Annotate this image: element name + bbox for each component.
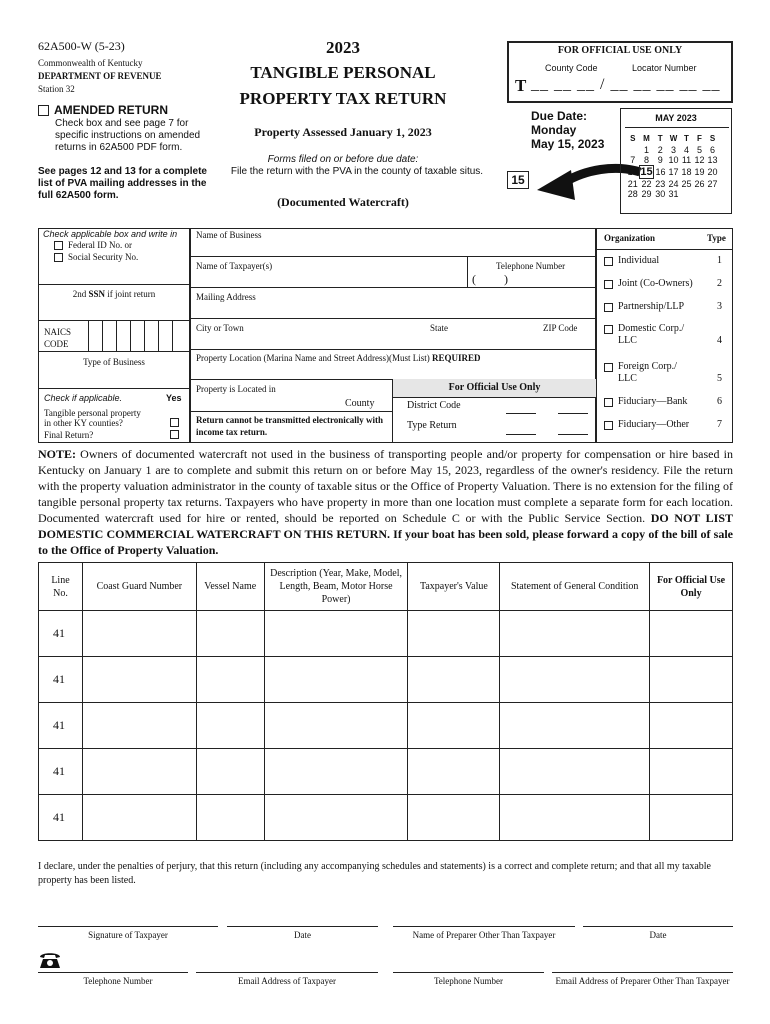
calendar-day <box>693 189 706 199</box>
watercraft-table <box>38 562 733 841</box>
table-header: Taxpayer's Value <box>408 563 500 611</box>
calendar-day: 12 <box>694 155 705 166</box>
calendar-day: 26 <box>694 178 705 189</box>
calendar-day: 8 <box>643 155 649 165</box>
due-badge: 15 <box>507 171 529 189</box>
due-date-value: May 15, 2023 <box>531 137 605 151</box>
second-ssn-bold: SSN <box>88 289 105 299</box>
ssn-checkbox[interactable] <box>54 253 63 262</box>
type-return-label: Type Return <box>407 420 457 431</box>
file-with: File the return with the PVA in the county of taxable situs. <box>230 166 484 177</box>
table-cell[interactable] <box>264 749 408 795</box>
calendar-day: 9 <box>657 155 663 166</box>
calendar-day-header: S <box>630 133 636 143</box>
table-cell[interactable] <box>82 795 196 841</box>
calendar-day <box>626 145 640 155</box>
form-id: 62A500-W (5-23) <box>38 39 125 53</box>
table-cell[interactable] <box>650 703 733 749</box>
yes-label: Yes <box>166 393 182 403</box>
property-location-label: Property Location (Marina Name and Street Address)(Must List) <box>196 353 430 363</box>
table-header: Vessel Name <box>196 563 264 611</box>
calendar-day: 4 <box>683 145 689 155</box>
phone-open: ( <box>472 272 476 286</box>
telephone-taxpayer[interactable]: Telephone Number <box>83 976 153 986</box>
table-row <box>39 749 733 795</box>
state-field[interactable]: State <box>430 323 448 333</box>
calendar-day: 6 <box>709 145 715 155</box>
naics-2: CODE <box>44 339 69 349</box>
second-ssn-label <box>38 289 190 299</box>
table-header: Statement of General Condition <box>500 563 650 611</box>
table-cell[interactable] <box>82 611 196 657</box>
organization-option[interactable] <box>604 323 728 347</box>
table-cell[interactable] <box>500 657 650 703</box>
organization-option[interactable] <box>604 301 728 313</box>
organization-option[interactable] <box>604 419 728 431</box>
organization-label: Fiduciary—Other <box>618 419 690 430</box>
table-cell[interactable] <box>196 703 264 749</box>
final-return-checkbox[interactable] <box>170 430 179 439</box>
table-cell[interactable] <box>408 703 500 749</box>
property-location-field[interactable] <box>196 353 480 363</box>
line-number: 41 <box>39 749 83 795</box>
tangible-2: in other KY counties? <box>44 418 123 428</box>
table-cell[interactable] <box>196 795 264 841</box>
organization-type: 7 <box>717 419 722 430</box>
organization-label: Domestic Corp./ LLC <box>618 323 685 346</box>
amended-label: AMENDED RETURN <box>54 103 168 117</box>
line-number: 41 <box>39 611 83 657</box>
amended-checkbox[interactable] <box>38 105 49 116</box>
calendar <box>620 108 732 214</box>
organization-checkbox[interactable] <box>604 421 613 430</box>
naics-label <box>44 326 71 350</box>
district-code-label: District Code <box>407 400 461 411</box>
table-cell[interactable] <box>82 749 196 795</box>
note-paragraph <box>38 446 733 558</box>
table-cell[interactable] <box>196 749 264 795</box>
table-row <box>39 611 733 657</box>
organization-checkbox[interactable] <box>604 363 613 372</box>
calendar-day: 31 <box>668 189 679 199</box>
organization-checkbox[interactable] <box>604 303 613 312</box>
final-return-label: Final Return? <box>44 430 94 440</box>
table-cell[interactable] <box>408 749 500 795</box>
calendar-day: 2 <box>657 145 663 155</box>
second-ssn-pre: 2nd <box>72 289 89 299</box>
date-preparer[interactable]: Date <box>649 930 667 940</box>
organization-checkbox[interactable] <box>604 257 613 266</box>
calendar-day: 18 <box>681 167 692 177</box>
preparer-name[interactable]: Name of Preparer Other Than Taxpayer <box>412 930 556 940</box>
table-cell[interactable] <box>264 611 408 657</box>
email-preparer[interactable]: Email Address of Preparer Other Than Taxpayer <box>555 976 730 986</box>
forms-filed: Forms filed on or before due date: <box>267 154 419 165</box>
official-use-title: FOR OFFICIAL USE ONLY <box>557 45 683 56</box>
organization-label: Individual <box>618 255 660 266</box>
organization-type: 1 <box>717 255 722 266</box>
email-taxpayer[interactable]: Email Address of Taxpayer <box>238 976 336 986</box>
federal-id-checkbox[interactable] <box>54 241 63 250</box>
calendar-day: 21 <box>627 178 638 189</box>
table-cell[interactable] <box>500 703 650 749</box>
calendar-day: 24 <box>668 178 679 189</box>
calendar-day: 15 <box>640 166 653 178</box>
table-header: Coast Guard Number <box>82 563 196 611</box>
calendar-day: 25 <box>681 178 692 189</box>
official-use-box <box>507 41 733 103</box>
calendar-day: 23 <box>655 178 666 189</box>
due-day: Monday <box>531 123 577 137</box>
calendar-day: 10 <box>668 155 679 166</box>
table-cell[interactable] <box>650 749 733 795</box>
calendar-month: MAY 2023 <box>655 113 697 123</box>
calendar-day: 3 <box>670 145 676 155</box>
calendar-day-header: T <box>657 133 663 143</box>
table-cell[interactable] <box>650 795 733 841</box>
locator-slots: __ __ __ / __ __ __ __ __ <box>531 76 721 93</box>
organization-header: Organization <box>604 233 655 243</box>
calendar-day: 5 <box>696 145 702 155</box>
organization-checkbox[interactable] <box>604 398 613 407</box>
see-pages-note: See pages 12 and 13 for a complete list of PVA mailing addresses in the full 62A500 form. <box>38 166 207 201</box>
calendar-day: 1 <box>643 145 649 155</box>
assessed-date: Property Assessed January 1, 2023 <box>254 125 432 139</box>
calendar-day: 19 <box>694 167 705 177</box>
locator-number-label: Locator Number <box>632 63 697 73</box>
organization-checkbox[interactable] <box>604 280 613 289</box>
ssn-option[interactable] <box>54 252 138 262</box>
taxpayer-name-field[interactable]: Name of Taxpayer(s) <box>196 261 273 271</box>
signature-taxpayer[interactable]: Signature of Taxpayer <box>88 930 168 940</box>
second-ssn-post: if joint return <box>105 289 156 299</box>
type-header: Type <box>707 233 726 243</box>
id-instruction: Check applicable box and write in <box>43 229 178 239</box>
check-if-label: Check if applicable. <box>44 393 123 403</box>
calendar-day: 14 <box>627 167 638 177</box>
calendar-day-header: S <box>709 133 716 143</box>
calendar-day: 11 <box>681 155 692 166</box>
calendar-grid <box>626 131 720 199</box>
t-prefix: T <box>515 76 527 95</box>
organization-label: Partnership/LLP <box>618 301 685 312</box>
title-line2: PROPERTY TAX RETURN <box>239 89 447 108</box>
federal-id-label: Federal ID No. or <box>68 240 132 250</box>
calendar-day-header: M <box>643 133 650 143</box>
table-cell[interactable] <box>196 611 264 657</box>
note-lead: NOTE: <box>38 447 77 461</box>
table-cell[interactable] <box>408 795 500 841</box>
table-cell[interactable] <box>408 611 500 657</box>
calendar-day-header: T <box>684 133 689 143</box>
declaration: I declare, under the penalties of perjury, that this return (including any accompanying schedules and statements) is a correct and complete return; and that all my taxable property has been listed. <box>38 861 711 886</box>
calendar-day-header: F <box>697 133 702 143</box>
title-line1: TANGIBLE PERSONAL <box>250 63 436 82</box>
tangible-1: Tangible personal property <box>44 408 141 418</box>
note-body: Owners of documented watercraft not used in the business of transporting people and/or property for compensation or hire based in Kentucky on January 1 are to complete and submit this return on or before May 15, 2023, regardless of the owner's residency. File the return with the property valuation administrator in the county of taxable situs or the Office of Property Valuation. There is no extension for the filing of tangible personal property tax returns. Taxpayers who have property in more than one location must complete a separate form for each location. Documented watercraft used for hire or rented, should be reported on Schedule C or with the Public Service Section. <box>38 447 733 525</box>
line-number: 41 <box>39 657 83 703</box>
organization-label: Joint (Co-Owners) <box>618 278 693 289</box>
amended-instructions: Check box and see page 7 for specific instructions on amended returns in 62A500 PDF form. <box>55 118 201 153</box>
table-cell[interactable] <box>264 657 408 703</box>
station: Station 32 <box>38 84 75 94</box>
organization-label: Foreign Corp./ LLC <box>618 361 677 384</box>
table-cell[interactable] <box>82 657 196 703</box>
official-use-label: For Official Use Only <box>448 382 541 393</box>
line-number: 41 <box>39 795 83 841</box>
ssn-label: Social Security No. <box>68 252 139 262</box>
calendar-day: 20 <box>707 167 718 177</box>
table-cell[interactable] <box>650 611 733 657</box>
calendar-day: 22 <box>641 179 652 189</box>
county-label: County <box>345 398 375 409</box>
required-label: REQUIRED <box>431 353 481 363</box>
table-cell[interactable] <box>408 657 500 703</box>
table-cell[interactable] <box>650 657 733 703</box>
naics-input[interactable] <box>88 321 188 351</box>
calendar-day: 13 <box>707 155 718 166</box>
calendar-day: 7 <box>630 155 636 166</box>
calendar-day-header: W <box>669 133 678 143</box>
telephone-label: Telephone Number <box>496 261 566 271</box>
official-use-header <box>392 379 596 398</box>
calendar-day: 30 <box>655 189 666 199</box>
organization-option[interactable] <box>604 255 728 267</box>
table-row <box>39 657 733 703</box>
calendar-day: 17 <box>668 167 679 177</box>
naics-1: NAICS <box>44 327 72 337</box>
table-cell[interactable] <box>82 703 196 749</box>
line-number: 41 <box>39 703 83 749</box>
note-bold-tail: DO NOT LIST DOMESTIC COMMERCIAL WATERCRAFT ON THIS RETURN. If your boat has been sold, please forward a copy of the bill of sale to the Office of Property Valuation. <box>38 511 734 557</box>
table-cell[interactable] <box>264 795 408 841</box>
date-taxpayer[interactable]: Date <box>294 930 311 940</box>
table-header: Line No. <box>39 563 83 611</box>
organization-type: 5 <box>717 373 722 384</box>
located-in-label: Property is Located in <box>196 384 276 394</box>
federal-id-option[interactable] <box>54 240 132 250</box>
organization-option[interactable] <box>604 396 728 408</box>
due-date <box>531 109 604 151</box>
city-field[interactable]: City or Town <box>196 323 244 333</box>
organization-checkbox[interactable] <box>604 325 613 334</box>
calendar-day: 28 <box>627 189 638 199</box>
commonwealth: Commonwealth of Kentucky <box>38 58 143 68</box>
table-row <box>39 795 733 841</box>
organization-type: 6 <box>717 396 722 407</box>
type-business-label: Type of Business <box>83 357 145 367</box>
telephone-icon <box>38 950 62 970</box>
organization-type: 3 <box>717 301 722 312</box>
table-row <box>39 703 733 749</box>
calendar-day: 27 <box>707 178 718 189</box>
table-cell[interactable] <box>196 657 264 703</box>
mailing-address-field[interactable]: Mailing Address <box>196 292 256 302</box>
tangible-yes-checkbox[interactable] <box>170 418 179 427</box>
organization-type: 2 <box>717 278 722 289</box>
calendar-day: 16 <box>655 167 666 177</box>
table-header: For Official Use Only <box>650 563 733 611</box>
tangible-label <box>44 408 141 428</box>
table-cell[interactable] <box>500 611 650 657</box>
county-code-label: County Code <box>545 63 598 73</box>
phone-close: ) <box>504 272 508 286</box>
table-cell[interactable] <box>500 749 650 795</box>
tax-year: 2023 <box>326 38 360 57</box>
calendar-day <box>706 189 719 199</box>
no-electronic-note: Return cannot be transmitted electronically with income tax return. <box>196 415 384 437</box>
organization-type: 4 <box>717 335 722 346</box>
table-cell[interactable] <box>500 795 650 841</box>
calendar-day <box>680 189 693 199</box>
organization-label: Fiduciary—Bank <box>618 396 688 407</box>
calendar-day: 29 <box>641 189 652 199</box>
business-name-field[interactable]: Name of Business <box>196 230 262 240</box>
table-header: Description (Year, Make, Model, Length, Beam, Motor Horse Power) <box>264 563 408 611</box>
subtitle: (Documented Watercraft) <box>277 195 409 209</box>
telephone-preparer[interactable]: Telephone Number <box>433 976 504 986</box>
table-cell[interactable] <box>264 703 408 749</box>
due-label: Due Date: <box>531 109 588 123</box>
zip-field[interactable]: ZIP Code <box>543 323 578 333</box>
amended-return[interactable] <box>38 103 168 117</box>
organization-option[interactable] <box>604 361 728 385</box>
organization-option[interactable] <box>604 278 728 290</box>
department: DEPARTMENT OF REVENUE <box>38 71 162 81</box>
